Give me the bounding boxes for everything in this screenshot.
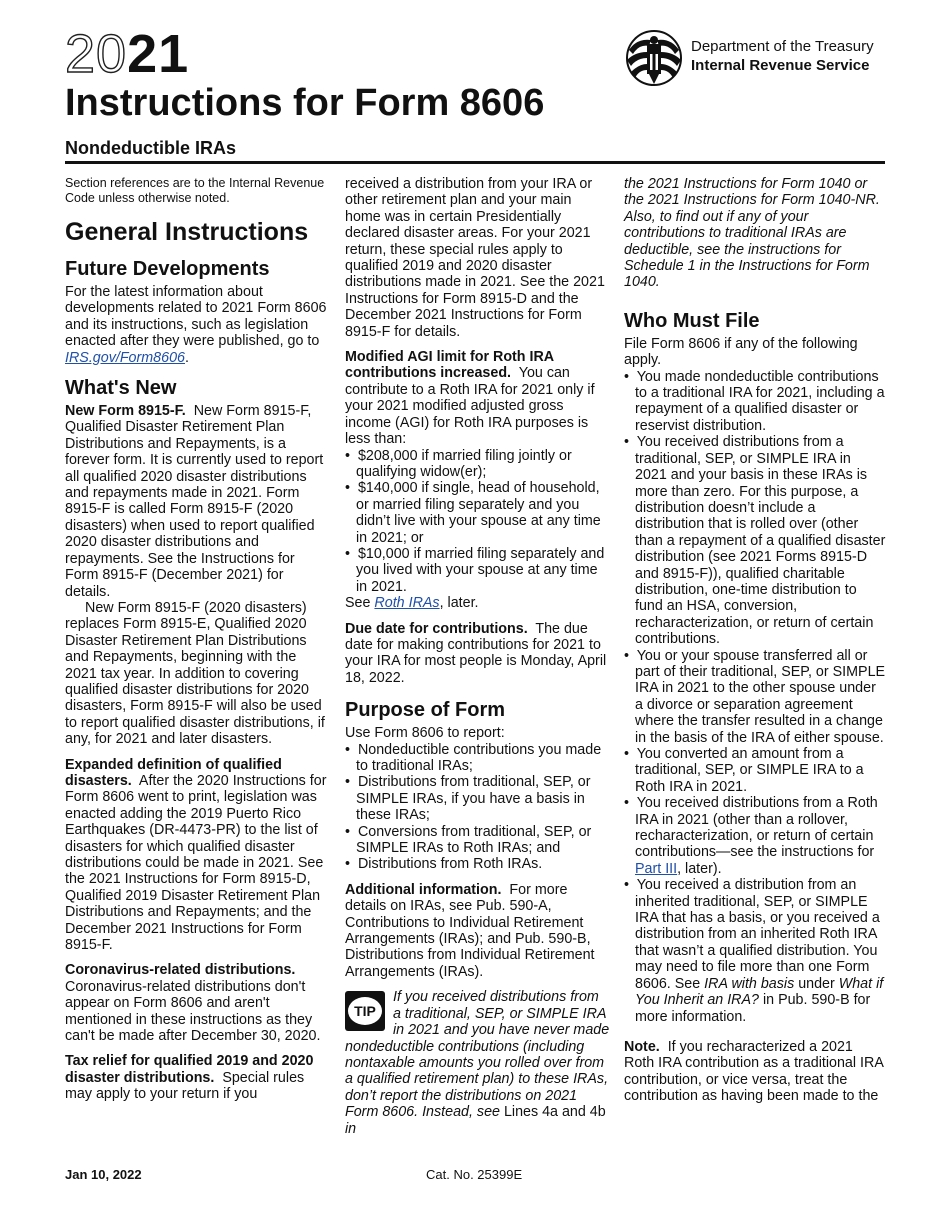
relief-lead: Tax relief for qualified 2019 and 2020 disaster distributions. [65, 1053, 314, 1086]
tip-lines-ref: Lines 4a and 4b [503, 1104, 606, 1121]
addl-lead: Additional information. [345, 881, 502, 898]
agi-lead: Modified AGI limit for Roth IRA contributions increased. [345, 349, 554, 382]
see-roth-iras [345, 595, 610, 611]
corona-lead: Coronavirus-related distributions. [65, 962, 296, 979]
tip-box [345, 989, 610, 1137]
new-8915f-paragraph-2: New Form 8915-F (2020 disasters) replaces Form 8915-E, Qualified 2020 Disaster Retirement Plan Distributions and Repayments, beginning with the 2021 tax year. In addition to covering qualified disaster distributions for 2020 disasters, Form 8915-F will also be used to report qualified disaster distributions, if any, for 2021 and later disasters. [65, 599, 325, 748]
purpose-bullet: • Distributions from Roth IRAs. [345, 856, 543, 873]
who-bullet-mid: under [794, 975, 839, 992]
year-solid: 21 [127, 24, 190, 84]
tip-label: TIP [354, 1003, 376, 1020]
agency-line-1: Department of the Treasury [691, 38, 874, 55]
note-paragraph [624, 1039, 886, 1105]
addl-text: For more details on IRAs, see Pub. 590-A, Contributions to Individual Retirement Arrangements (IRAs); and Pub. 590-B, Distributions from Individual Retirement Arrangements (IRAs). [345, 881, 595, 980]
footer-cat-no: Cat. No. 25399E [426, 1167, 523, 1182]
who-bullet: • You received a distribution from an inherited traditional, SEP, or SIMPLE IRA that has a basis, or you received a distribution from an inherited Roth IRA that wasn’t a qualified distribution. You may need to file more than one Form 8606. See IRA with basis under What if You Inherit an IRA? in Pub. 590-B for more information. [624, 877, 884, 1025]
who-intro: File Form 8606 if any of the following apply. [624, 335, 858, 369]
future-developments-text [65, 284, 327, 366]
who-bullet: • You received distributions from a Roth IRA in 2021 (other than a rollover, recharacterization, or return of certain contributions—see the instructions for Part III, later). [624, 795, 878, 877]
tip-text-2: in [345, 1120, 357, 1137]
heading-general-instructions: General Instructions [65, 218, 309, 246]
expanded-lead: Expanded definition of qualified disasters. [65, 756, 282, 789]
page-subtitle: Nondeductible IRAs [65, 138, 237, 158]
column-1 [65, 176, 327, 1103]
agi-bullet: • $10,000 if married filing separately and you lived with your spouse at any time in 2021. [345, 545, 605, 595]
tip-continued: the 2021 Instructions for Form 1040 or the 2021 Instructions for Form 1040-NR. Also, to find out if any of your contributions to traditional IRAs are deductible, see the instructions for Schedule 1 in the Instructions for Form 1040. [624, 176, 880, 291]
header-rule [65, 161, 885, 164]
form-year [65, 22, 189, 86]
future-text: For the latest information about developments related to 2021 Form 8606 and its instructions, such as legislation enacted after they were published, go to [65, 284, 327, 350]
who-bullet-text: You made nondeductible contributions to a traditional IRA for 2021, including a repayment of a qualified disaster or reservist distribution. [635, 368, 885, 434]
footer-date: Jan 10, 2022 [65, 1167, 142, 1182]
agi-bullet-text: $140,000 if single, head of household, or married filing separately and you didn’t live with your spouse at any time in 2021; or [356, 480, 601, 546]
note-lead: Note. [624, 1038, 660, 1055]
new-8915f-paragraph [65, 403, 327, 600]
agency-name [691, 37, 874, 75]
who-bullet-text-end: , later). [677, 860, 722, 877]
agency-block [623, 30, 874, 86]
who-bullet-text-end: in Pub. 590-B for more information. [635, 992, 871, 1025]
who-bullet-text: You received distributions from a traditional, SEP, or SIMPLE IRA in 2021 and your basis in these IRAs is more than zero. For this purpose, a distribution doesn’t include a distribution that is rolled over (other than a repayment of a qualified disaster distribution (see 2021 Forms 8915-D and 8915-F)), qualified charitable distribution, one-time distribution to fund an HSA, conversion, recharacterization, or return of certain contributions. [635, 434, 886, 648]
ira-with-basis-ref: IRA with basis [704, 975, 795, 992]
corona-text: Coronavirus-related distributions don't appear on Form 8606 and aren't mentioned in these instructions as they can't be made after December 30, 2020. [65, 978, 321, 1045]
purpose-bullet: • Conversions from traditional, SEP, or SIMPLE IRAs to Roth IRAs; and [345, 823, 592, 857]
who-bullet-text: You received distributions from a Roth IRA in 2021 (other than a rollover, recharacterization, or return of certain contributions—see the instructions for [635, 795, 878, 861]
heading-future-developments: Future Developments [65, 258, 270, 280]
coronavirus-paragraph [65, 962, 327, 1044]
new-8915f-lead: New Form 8915-F. [65, 403, 186, 420]
heading-who-must-file: Who Must File [624, 309, 760, 332]
due-text: The due date for making contributions for 2021 to your IRA for most people is Monday, April 18, 2022. [345, 620, 607, 686]
who-bullet: • You or your spouse transferred all or part of their traditional, SEP, or SIMPLE IRA in 2021 to the other spouse under a divorce or separation agreement where the transfer resulted in a change in the basis of the IRA of either spouse. [624, 647, 886, 746]
future-end: . [185, 349, 189, 366]
irs-form8606-link[interactable]: IRS.gov/Form8606 [65, 349, 185, 366]
purpose-bullet: • Nondeductible contributions you made to traditional IRAs; [345, 741, 602, 774]
who-bullet-text: You converted an amount from a traditional, SEP, or SIMPLE IRA to a Roth IRA in 2021. [635, 746, 864, 795]
tip-icon [345, 991, 385, 1031]
inherit-ira-ref: What if You Inherit an IRA? [635, 975, 884, 1009]
note-text: If you recharacterized a 2021 Roth IRA contribution as a traditional IRA contribution, or vice versa, treat the contribution as having been made to the [624, 1038, 884, 1105]
relief-text: Special rules may apply to your return if you [65, 1069, 305, 1103]
agi-limit-paragraph [345, 349, 610, 447]
new-8915f-text: New Form 8915-F, Qualified Disaster Retirement Plan Distributions and Repayments, is a forever form. It is currently used to report all qualified 2020 disaster distributions and repayments made in 2021. Form 8915-F is called Form 8915-F (2020 disasters) when used to report qualified 2020 disaster distributions and repayments. See the Instructions for Form 8915-F (December 2021) for details. [65, 403, 324, 600]
see-suffix: , later. [439, 595, 479, 612]
heading-purpose-of-form: Purpose of Form [345, 699, 506, 722]
who-bullet: • You converted an amount from a traditional, SEP, or SIMPLE IRA to a Roth IRA in 2021. [624, 746, 864, 795]
tax-relief-continued: received a distribution from your IRA or other retirement plan and your main home was in certain Presidentially declared disaster areas. For your 2021 return, these special rules apply to qualified 2019 and 2020 disaster distributions made in 2021. See the 2021 Instructions for Form 8915-D and the December 2021 Instructions for Form 8915-F for details. [345, 176, 605, 340]
purpose-bullet-text: Nondeductible contributions you made to traditional IRAs; [356, 741, 602, 774]
additional-info-paragraph [345, 882, 610, 980]
purpose-bullet: • Distributions from traditional, SEP, or SIMPLE IRAs, if you have a basis in these IRAs; [345, 774, 591, 824]
due-date-paragraph [345, 621, 610, 687]
agi-bullet-text: $208,000 if married filing jointly or qualifying widow(er); [356, 447, 572, 480]
agi-bullet-text: $10,000 if married filing separately and you lived with your spouse at any time in 2021. [356, 545, 605, 595]
year-outline: 20 [65, 24, 128, 84]
tip-text-1: If you received distributions from a traditional, SEP, or SIMPLE IRA in 2021 and you have never made nondeductible contributions (including nontaxable amounts you rolled over from a qualified retirement plan) to these IRAs, don’t report the distributions on 2021 Form 8606. Instead, see [345, 989, 610, 1121]
roth-iras-link[interactable]: Roth IRAs [374, 595, 440, 612]
purpose-bullet-text: Distributions from Roth IRAs. [357, 856, 543, 873]
agency-line-2: Internal Revenue Service [691, 57, 870, 74]
page-title: Instructions for Form 8606 [65, 82, 545, 124]
due-lead: Due date for contributions. [345, 620, 528, 637]
see-prefix: See [345, 595, 375, 612]
expanded-text: After the 2020 Instructions for Form 8606 went to print, legislation was enacted adding the 2019 Puerto Rico Earthquakes (DR-4473-PR) to the list of disasters for which qualified disaster distributions could be made in 2021. See the 2021 Instructions for Form 8915-D, Qualified 2019 Disaster Retirement Plan Distributions and Repayments; and the December 2021 Instructions for Form 8915-F. [65, 772, 327, 954]
agi-bullet: • $140,000 if single, head of household, or married filing separately and you didn’t live with your spouse at any time in 2021; or [345, 480, 601, 546]
section-references-note: Section references are to the Internal Revenue Code unless otherwise noted. [65, 176, 325, 205]
irs-eagle-logo-icon [623, 30, 685, 86]
who-bullet-text: You received a distribution from an inherited traditional, SEP, or SIMPLE IRA that has a basis, or you received a distribution from an inherited Roth IRA that wasn’t a qualified distribution. You may need to file more than one Form 8606. See [635, 877, 880, 992]
purpose-intro: Use Form 8606 to report: [345, 725, 505, 742]
expanded-definition-paragraph [65, 757, 327, 954]
who-bullet-text: You or your spouse transferred all or part of their traditional, SEP, or SIMPLE IRA in 2021 to the other spouse under a divorce or separation agreement where the transfer resulted in a change in the basis of the IRA of either spouse. [635, 647, 886, 746]
part-iii-link[interactable]: Part III [635, 860, 678, 877]
heading-whats-new: What's New [65, 377, 177, 400]
tax-relief-paragraph [65, 1053, 327, 1102]
who-bullet: • You made nondeductible contributions to a traditional IRA for 2021, including a repayment of a qualified disaster or reservist distribution. [624, 368, 885, 434]
column-3 [624, 176, 886, 1105]
agi-bullet: • $208,000 if married filing jointly or qualifying widow(er); [345, 447, 572, 480]
who-bullet: • You received distributions from a traditional, SEP, or SIMPLE IRA in 2021 and your basis in these IRAs is more than zero. For this purpose, a distribution doesn’t include a distribution that is rolled over (other than a repayment of a qualified disaster distribution (see 2021 Forms 8915-D and 8915-F)), qualified charitable distribution, one-time distribution to fund an HSA, conversion, recharacterization, or return of certain contributions. [624, 434, 886, 648]
agi-text: You can contribute to a Roth IRA for 2021 only if your 2021 modified adjusted gross income (AGI) for Roth IRA purposes is less than: [345, 365, 595, 448]
purpose-bullet-text: Distributions from traditional, SEP, or SIMPLE IRAs, if you have a basis in these IRAs; [356, 774, 591, 824]
purpose-bullet-text: Conversions from traditional, SEP, or SIMPLE IRAs to Roth IRAs; and [356, 823, 592, 857]
column-2 [345, 176, 610, 1137]
